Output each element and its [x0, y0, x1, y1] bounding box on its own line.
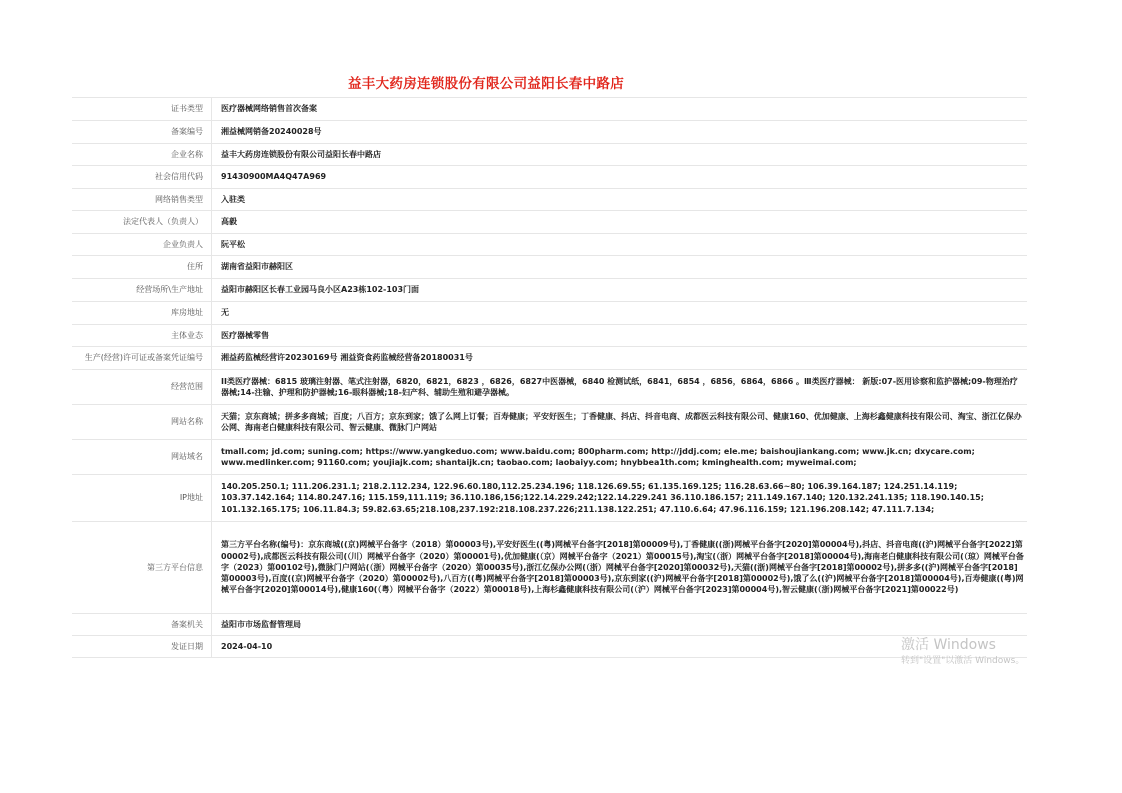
row-value: 无 — [212, 302, 1028, 325]
row-value: 益阳市赫阳区长春工业园马良小区A23栋102-103门面 — [212, 279, 1028, 302]
row-value: 高毅 — [212, 211, 1028, 234]
row-label: 第三方平台信息 — [72, 522, 212, 614]
row-label: 主体业态 — [72, 325, 212, 347]
table-row — [72, 475, 1027, 522]
row-label: 备案编号 — [72, 121, 212, 144]
row-value: 第三方平台名称(编号)：京东商城((京)网械平台备字（2018）第00003号),平安好医生((粤)网械平台备字[2018]第00009号),丁香健康((浙)网械平台备字[2020]第00004号),抖店、抖音电商((沪)网械平台备字[2022]第00002号),成都医云科技有限公司(（川）网械平台备字（2020）第00001号),优加健康(（京）网械平台备字（2021）第00015号),淘宝(（浙）网械平台备字[2018]第00004号),海南老白健康科技有限公司(（琼）网械平台备字（2023）第00102号),微脉门户网站(（浙）网械平台备字（2020）第00035号),浙江亿保办公网(（浙）网械平台备字[2020]第00032号),天猫((浙)网械平台备字[2018]第00002号),拼多多((沪)网械平台备字[2018]第00003号),百度((京)网械平台备字（2020）第00002号),八百方((粤)网械平台备字[2018]第00003号),京东到家((沪)网械平台备字[2018]第00002号),饿了么((沪)网械平台备字[2018]第00004号),百寿健康((粤)网械平台备字[2020]第00014号),健康160(（粤）网械平台备字（2022）第00018号),上海杉鑫健康科技有限公司(（沪）网械平台备字[2023]第00004号),智云健康(（浙)网械平台备字[2021]第00022号) — [212, 522, 1028, 614]
table-row — [72, 522, 1027, 614]
row-value: 91430900MA4Q47A969 — [212, 166, 1028, 189]
table-row — [72, 144, 1027, 166]
row-label: 网站名称 — [72, 405, 212, 440]
row-label: 网站域名 — [72, 440, 212, 475]
table-row — [72, 211, 1027, 234]
row-label: 法定代表人（负责人） — [72, 211, 212, 234]
row-label: IP地址 — [72, 475, 212, 522]
row-value: 医疗器械网络销售首次备案 — [212, 98, 1028, 121]
table-row — [72, 325, 1027, 347]
table-row — [72, 302, 1027, 325]
row-value: 医疗器械零售 — [212, 325, 1028, 347]
row-value: 阮平松 — [212, 234, 1028, 256]
row-value: 湘益药监械经营许20230169号 湘益资食药监械经营备20180031号 — [212, 347, 1028, 370]
table-row — [72, 347, 1027, 370]
row-label: 生产(经营)许可证或备案凭证编号 — [72, 347, 212, 370]
row-label: 网络销售类型 — [72, 189, 212, 211]
page-title: 益丰大药房连锁股份有限公司益阳长春中路店 — [348, 76, 624, 92]
row-value: tmall.com; jd.com; suning.com; https://www.yangkeduo.com; www.baidu.com; 800pharm.com; http://jddj.com; ele.me; baishoujiankang.com; www.jk.cn; dxycare.com; www.medlinker.com; 91160.com; youjiajk.com; shantaijk.cn; taobao.com; laobaiyy.com; hnybbea1th.com; kminghealth.com; myweimai.com; — [212, 440, 1028, 475]
row-label: 证书类型 — [72, 98, 212, 121]
table-row — [72, 279, 1027, 302]
table-row — [72, 234, 1027, 256]
table-row — [72, 405, 1027, 440]
row-value: 140.205.250.1; 111.206.231.1; 218.2.112.234, 122.96.60.180,112.25.234.196; 118.126.69.55; 61.135.169.125; 116.28.63.66~80; 106.39.164.187; 124.251.14.119; 103.37.142.164; 114.80.247.16; 115.159,111.119; 36.110.186,156;122.14.229.242;122.14.229.241 36.110.186.157; 211.149.167.140; 120.132.241.135; 118.190.140.15; 101.132.165.175; 106.11.84.3; 59.82.63.65;218.108,237.192:218.108.237.226;211.138.122.251; 47.110.6.64; 47.96.116.159; 121.196.208.142; 47.111.7.134; — [212, 475, 1028, 522]
table-row — [72, 370, 1027, 405]
table-row — [72, 98, 1027, 121]
table-row — [72, 166, 1027, 189]
table-row — [72, 614, 1027, 636]
row-label: 企业名称 — [72, 144, 212, 166]
row-value: 2024-04-10 — [212, 636, 1028, 658]
record-table — [72, 97, 1027, 658]
row-label: 经营场所\生产地址 — [72, 279, 212, 302]
row-label: 发证日期 — [72, 636, 212, 658]
table-row — [72, 440, 1027, 475]
row-value: 益阳市市场监督管理局 — [212, 614, 1028, 636]
row-label: 备案机关 — [72, 614, 212, 636]
row-label: 社会信用代码 — [72, 166, 212, 189]
row-label: 库房地址 — [72, 302, 212, 325]
row-value: 湘益械网销备20240028号 — [212, 121, 1028, 144]
row-value: 天猫；京东商城；拼多多商城；百度；八百方；京东到家；饿了么网上订餐；百寿健康；平安好医生；丁香健康、抖店、抖音电商、成都医云科技有限公司、健康160、优加健康、上海杉鑫健康科技有限公司、淘宝、浙江亿保办公网、海南老白健康科技有限公司、智云健康、微脉门户网站 — [212, 405, 1028, 440]
row-value: 入驻类 — [212, 189, 1028, 211]
watermark-subtitle: 转到"设置"以激活 Windows。 — [901, 656, 1025, 666]
row-label: 经营范围 — [72, 370, 212, 405]
row-value: 益丰大药房连锁股份有限公司益阳长春中路店 — [212, 144, 1028, 166]
row-value: II类医疗器械：6815 玻璃注射器、笔式注射器，6820，6821，6823 ，6826，6827中医器械，6840 检测试纸，6841，6854 ，6856，6864，6866 。Ⅲ类医疗器械： 新版:07-医用诊察和监护器械;09-物理治疗器械;14-注输、护理和防护器械;16-眼科器械;18-妇产科、辅助生殖和避孕器械。 — [212, 370, 1028, 405]
watermark-title: 激活 Windows — [901, 637, 996, 653]
table-row — [72, 636, 1027, 658]
table-row — [72, 256, 1027, 279]
table-row — [72, 121, 1027, 144]
row-value: 湖南省益阳市赫阳区 — [212, 256, 1028, 279]
table-row — [72, 189, 1027, 211]
row-label: 企业负责人 — [72, 234, 212, 256]
row-label: 住所 — [72, 256, 212, 279]
